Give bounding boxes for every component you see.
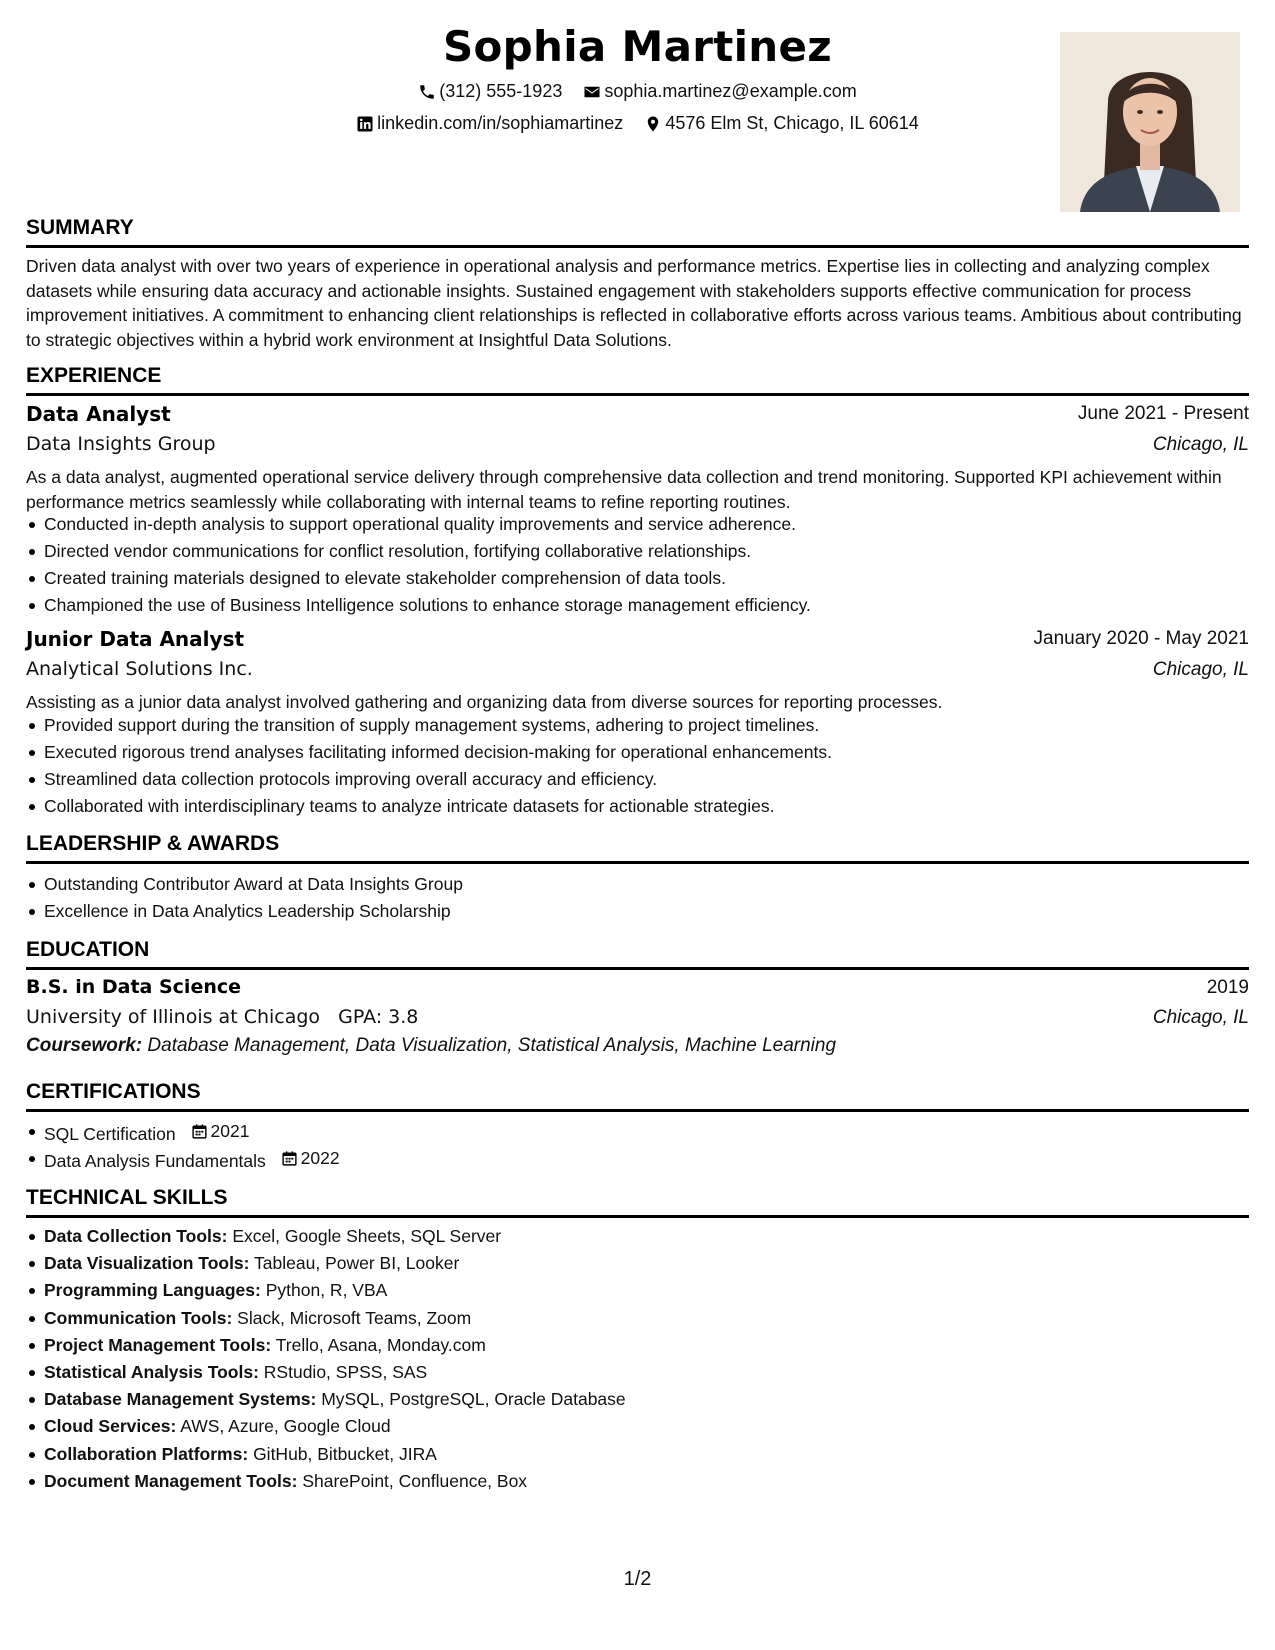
list-item: Directed vendor communications for conflict resolution, fortifying collaborative relationships. xyxy=(26,538,1249,565)
list-item: Conducted in-depth analysis to support operational quality improvements and service adherence. xyxy=(26,511,1249,538)
school-name: University of Illinois at Chicago xyxy=(26,1006,321,1028)
skill-values: SharePoint, Confluence, Box xyxy=(302,1470,528,1491)
graduation-year: 2019 xyxy=(1206,977,1249,998)
job-bullets xyxy=(26,511,1249,619)
list-item: Executed rigorous trend analyses facilitating informed decision-making for operational enhancements. xyxy=(26,739,1249,766)
list-item xyxy=(26,1118,1249,1145)
phone-icon xyxy=(418,83,436,101)
skill-values: RStudio, SPSS, SAS xyxy=(263,1361,428,1382)
job-dates: January 2020 - May 2021 xyxy=(1033,628,1249,649)
email-text[interactable]: sophia.martinez@example.com xyxy=(604,81,857,101)
skill-category: Cloud Services: xyxy=(44,1416,177,1437)
awards-list xyxy=(26,871,1249,925)
skill-values: AWS, Azure, Google Cloud xyxy=(180,1416,391,1437)
skill-category: Statistical Analysis Tools: xyxy=(44,1361,259,1382)
certification-name: SQL Certification xyxy=(44,1124,176,1144)
envelope-icon xyxy=(583,83,601,101)
map-pin-icon xyxy=(644,115,662,133)
linkedin-contact[interactable] xyxy=(356,113,623,134)
certifications-heading: CERTIFICATIONS xyxy=(26,1080,201,1103)
skill-category: Data Collection Tools: xyxy=(44,1226,228,1246)
skill-values: Trello, Asana, Monday.com xyxy=(275,1334,486,1355)
candidate-name: Sophia Martinez xyxy=(442,22,833,71)
phone-text: (312) 555-1923 xyxy=(439,81,563,101)
skill-values: Tableau, Power BI, Looker xyxy=(254,1253,460,1274)
section-divider xyxy=(26,1109,1249,1112)
calendar-icon xyxy=(281,1150,298,1167)
phone-contact xyxy=(418,81,562,102)
certification-name: Data Analysis Fundamentals xyxy=(44,1151,266,1171)
coursework xyxy=(26,1035,836,1057)
job-company: Data Insights Group xyxy=(26,433,216,455)
job-company: Analytical Solutions Inc. xyxy=(26,658,253,680)
job-bullets xyxy=(26,712,1249,820)
list-item xyxy=(26,1468,1249,1495)
list-item xyxy=(26,1250,1249,1277)
section-divider xyxy=(26,861,1249,864)
list-item: Streamlined data collection protocols improving overall accuracy and efficiency. xyxy=(26,766,1249,793)
address-text: 4576 Elm St, Chicago, IL 60614 xyxy=(665,113,919,133)
skill-values: MySQL, PostgreSQL, Oracle Database xyxy=(321,1389,626,1410)
skills-list xyxy=(26,1223,1249,1495)
list-item: Collaborated with interdisciplinary teams to analyze intricate datasets for actionable strategies. xyxy=(26,793,1249,820)
skill-category: Communication Tools: xyxy=(44,1307,233,1328)
skill-values: Slack, Microsoft Teams, Zoom xyxy=(237,1307,472,1328)
list-item xyxy=(26,1145,1249,1172)
linkedin-text[interactable]: linkedin.com/in/sophiamartinez xyxy=(377,113,624,133)
job-description: As a data analyst, augmented operational service delivery through comprehensive data collection and trend monitoring. Supported KPI achievement within performance metrics seamlessly while collaborating with internal teams to refine reporting routines. xyxy=(26,467,1222,512)
education-heading: EDUCATION xyxy=(26,938,150,961)
list-item: Provided support during the transition of supply management systems, adhering to project timelines. xyxy=(26,712,1249,739)
section-divider xyxy=(26,1215,1249,1218)
job-dates: June 2021 - Present xyxy=(1077,403,1249,424)
certification-year: 2021 xyxy=(210,1121,250,1141)
job-location: Chicago, IL xyxy=(1152,434,1249,455)
linkedin-icon xyxy=(356,115,374,133)
list-item xyxy=(26,1332,1249,1359)
certification-date xyxy=(281,1145,340,1172)
skill-values: Python, R, VBA xyxy=(265,1280,388,1301)
email-contact[interactable] xyxy=(583,81,856,102)
address-contact xyxy=(644,113,919,134)
certification-year: 2022 xyxy=(300,1148,340,1168)
certification-date xyxy=(191,1118,250,1145)
skill-category: Document Management Tools: xyxy=(44,1470,298,1491)
skill-values: Excel, Google Sheets, SQL Server xyxy=(232,1226,502,1246)
coursework-list: Database Management, Data Visualization, Statistical Analysis, Machine Learning xyxy=(147,1035,837,1056)
skill-category: Collaboration Platforms: xyxy=(44,1443,249,1464)
gpa: GPA: 3.8 xyxy=(338,1006,419,1028)
job-title: Junior Data Analyst xyxy=(26,627,245,651)
skill-category: Database Management Systems: xyxy=(44,1389,317,1410)
list-item xyxy=(26,1305,1249,1332)
awards-heading: LEADERSHIP & AWARDS xyxy=(26,832,280,855)
skill-category: Data Visualization Tools: xyxy=(44,1253,250,1274)
certifications-list xyxy=(26,1118,1249,1172)
list-item xyxy=(26,1413,1249,1440)
skill-category: Project Management Tools: xyxy=(44,1334,272,1355)
section-divider xyxy=(26,393,1249,396)
skills-heading: TECHNICAL SKILLS xyxy=(26,1186,228,1209)
profile-photo xyxy=(1060,32,1240,212)
list-item: Outstanding Contributor Award at Data Insights Group xyxy=(26,871,1249,898)
list-item: Created training materials designed to elevate stakeholder comprehension of data tools. xyxy=(26,565,1249,592)
list-item xyxy=(26,1359,1249,1386)
list-item xyxy=(26,1386,1249,1413)
list-item: Championed the use of Business Intelligence solutions to enhance storage management efficiency. xyxy=(26,592,1249,619)
job-title: Data Analyst xyxy=(26,402,171,426)
school-line xyxy=(26,1006,418,1028)
experience-heading: EXPERIENCE xyxy=(26,364,162,387)
job-description: Assisting as a junior data analyst involved gathering and organizing data from diverse sources for reporting processes. xyxy=(26,692,943,712)
list-item xyxy=(26,1277,1249,1304)
summary-text: Driven data analyst with over two years of experience in operational analysis and performance metrics. Expertise lies in collecting and analyzing complex datasets while ensuring data accuracy and actionable insights. Sustained engagement with stakeholders supports effective communication for process improvement initiatives. A commitment to enhancing client relationships is reflected in collaborative efforts across various teams. Ambitious about contributing to strategic objectives within a hybrid work environment at Insightful Data Solutions. xyxy=(26,256,1242,350)
list-item xyxy=(26,1441,1249,1468)
degree: B.S. in Data Science xyxy=(26,976,242,998)
list-item: Excellence in Data Analytics Leadership Scholarship xyxy=(26,898,1249,925)
school-location: Chicago, IL xyxy=(1152,1007,1249,1028)
section-divider xyxy=(26,967,1249,970)
coursework-label: Coursework: xyxy=(26,1035,143,1056)
section-divider xyxy=(26,245,1249,248)
summary-heading: SUMMARY xyxy=(26,216,134,239)
skill-category: Programming Languages: xyxy=(44,1280,261,1301)
page-number: 1/2 xyxy=(623,1568,652,1590)
job-location: Chicago, IL xyxy=(1152,659,1249,680)
skill-values: GitHub, Bitbucket, JIRA xyxy=(253,1443,437,1464)
calendar-icon xyxy=(191,1123,208,1140)
list-item xyxy=(26,1223,1249,1250)
